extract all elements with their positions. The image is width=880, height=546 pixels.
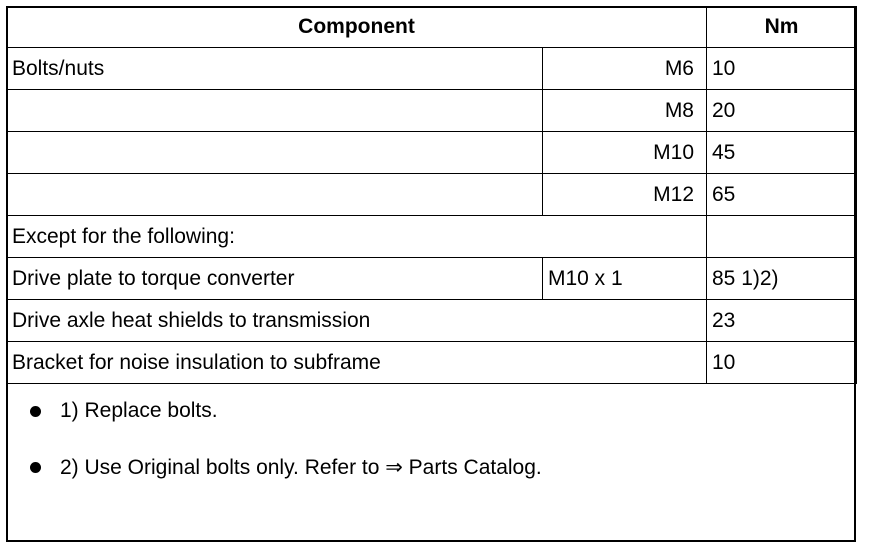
bullet-icon — [30, 462, 41, 473]
component-cell: Except for the following: — [7, 216, 707, 258]
torque-value-cell: 85 1)2) — [707, 258, 857, 300]
table-row — [7, 342, 857, 384]
size-cell: M10 — [543, 132, 707, 174]
component-cell: Drive axle heat shields to transmission — [7, 300, 707, 342]
torque-specification-table — [6, 6, 857, 384]
footnote-item — [30, 390, 542, 432]
torque-value-cell: 20 — [707, 90, 857, 132]
torque-value-cell: 45 — [707, 132, 857, 174]
size-cell: M6 — [543, 48, 707, 90]
table-header-row — [7, 7, 857, 48]
component-cell: Bracket for noise insulation to subframe — [7, 342, 707, 384]
torque-value-cell: 10 — [707, 342, 857, 384]
table-row — [7, 216, 857, 258]
table-row — [7, 90, 857, 132]
nm-column-header: Nm — [707, 7, 857, 48]
torque-value-cell: 65 — [707, 174, 857, 216]
footnote-text: 1) Replace bolts. — [60, 399, 218, 422]
torque-value-cell: 23 — [707, 300, 857, 342]
size-cell: M8 — [543, 90, 707, 132]
footnotes — [30, 390, 542, 502]
table-row — [7, 258, 857, 300]
component-cell: Drive plate to torque converter — [7, 258, 543, 300]
footnote-text: 2) Use Original bolts only. Refer to ⇒ Parts Catalog. — [60, 455, 542, 479]
footnote-item — [30, 446, 542, 488]
table-row — [7, 48, 857, 90]
torque-value-cell: 10 — [707, 48, 857, 90]
table-row — [7, 132, 857, 174]
component-column-header: Component — [7, 7, 707, 48]
component-cell — [7, 90, 543, 132]
table-row — [7, 300, 857, 342]
bullet-icon — [30, 406, 41, 417]
component-cell: Bolts/nuts — [7, 48, 543, 90]
torque-value-cell — [707, 216, 857, 258]
table-row — [7, 174, 857, 216]
component-cell — [7, 174, 543, 216]
size-cell: M12 — [543, 174, 707, 216]
component-cell — [7, 132, 543, 174]
size-cell: M10 x 1 — [543, 258, 707, 300]
